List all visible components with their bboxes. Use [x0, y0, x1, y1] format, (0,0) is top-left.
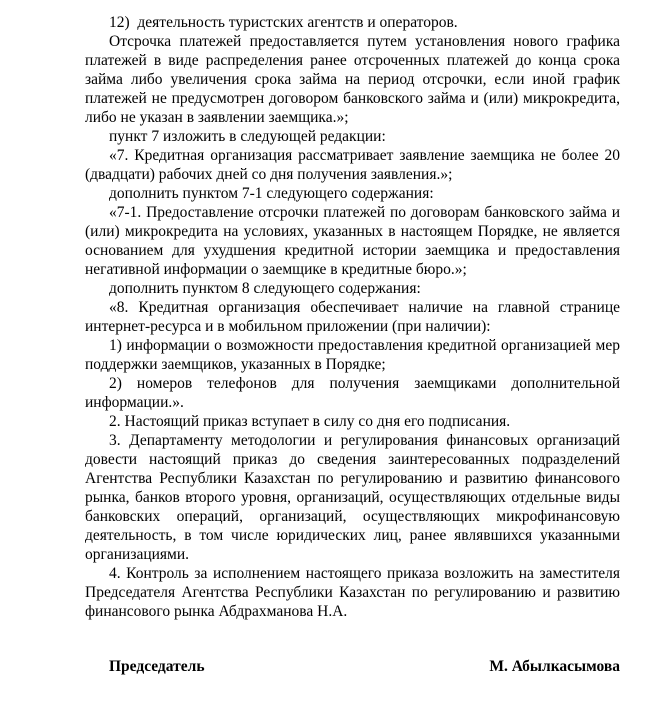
paragraph-point7-1-text: «7-1. Предоставление отсрочки платежей по договорам банковского займа и (или) микрокредита на условиях, указанных в настоящем Порядке, не является основанием для ухудшения кредитной истории заемщика и предоставления негативной информации о заемщике в кредитные бюро.»; — [85, 204, 620, 278]
paragraph-order-4: 4. Контроль за исполнением настоящего приказа возложить на заместителя Председателя Агентства Республики Казахстан по регулированию и развитию финансового рынка Абдрахманова Н.А. — [85, 565, 620, 620]
paragraph-point8-sub1: 1) информации о возможности предоставления кредитной организацией мер поддержки заемщиков, указанных в Порядке; — [85, 337, 620, 373]
signature-block — [85, 657, 620, 676]
paragraph-point8-sub2: 2) номеров телефонов для получения заемщиками дополнительной информации.». — [85, 375, 620, 411]
paragraph-point7-1-intro: дополнить пунктом 7-1 следующего содержания: — [109, 185, 434, 202]
signature-name: М. Абылкасымова — [489, 658, 620, 675]
paragraph-point7-text: «7. Кредитная организация рассматривает заявление заемщика не более 20 (двадцати) рабочих дней со дня получения заявления.»; — [85, 147, 620, 183]
paragraph-deferral-terms: Отсрочка платежей предоставляется путем установления нового графика платежей в виде распределения ранее отсроченных платежей до конца срока займа либо увеличения срока займа на период отсрочки, если иной график платежей не предусмотрен договором банковского займа и (или) микрокредита, либо не указан в заявлении заемщика.»; — [85, 33, 620, 126]
paragraph-point8-intro: дополнить пунктом 8 следующего содержания: — [109, 280, 421, 297]
paragraph-point7-intro: пункт 7 изложить в следующей редакции: — [109, 128, 386, 145]
paragraph-item-12-tourism: 12) деятельность туристских агентств и операторов. — [109, 14, 458, 31]
signature-title: Председатель — [109, 658, 205, 675]
paragraph-order-3: 3. Департаменту методологии и регулирования финансовых организаций довести настоящий приказ до сведения заинтересованных подразделений Агентства Республики Казахстан по регулированию и развитию финансового рынка, банков второго уровня, организаций, осуществляющих отдельные виды банковских операций, организаций, осуществляющих микрофинансовую деятельность, в том числе юридических лиц, ранее являвшихся указанными организациями. — [85, 432, 620, 563]
paragraph-order-2: 2. Настоящий приказ вступает в силу со дня его подписания. — [109, 413, 511, 430]
paragraph-point8-text: «8. Кредитная организация обеспечивает наличие на главной странице интернет-ресурса и в мобильном приложении (при наличии): — [85, 299, 620, 335]
